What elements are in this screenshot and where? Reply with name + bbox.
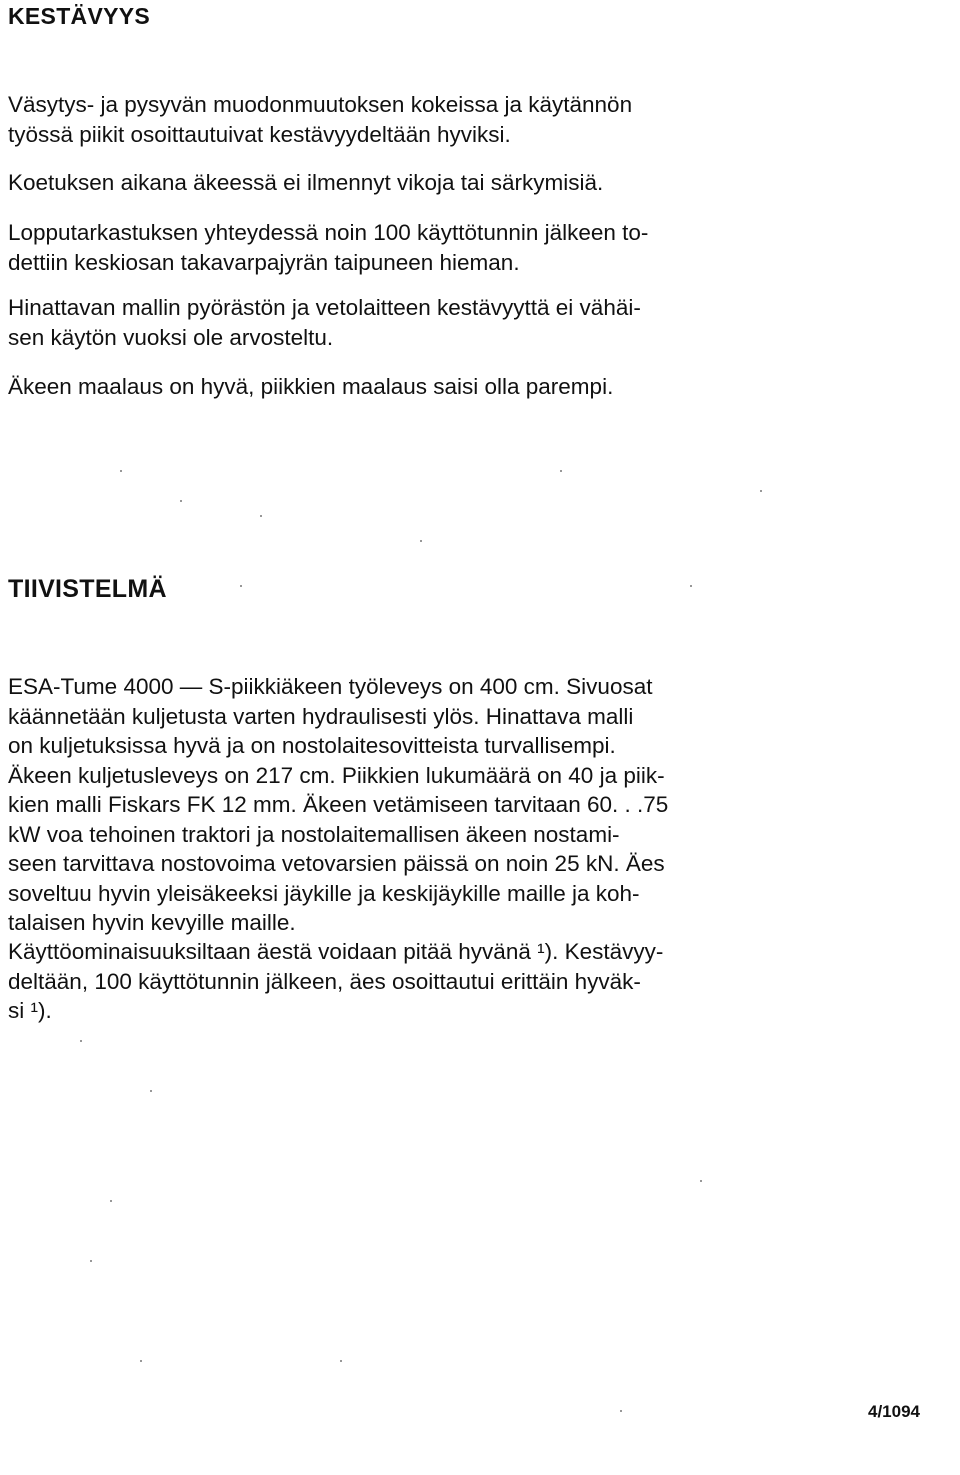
text-line: dettiin keskiosan takavarpajyrän taipuneen hieman. — [8, 250, 520, 275]
text-line: Äkeen maalaus on hyvä, piikkien maalaus saisi olla parempi. — [8, 374, 614, 399]
durability-paragraph-4 — [8, 293, 808, 353]
text-line: Koetuksen aikana äkeessä ei ilmennyt vikoja tai särkymisiä. — [8, 170, 604, 195]
text-line: on kuljetuksissa hyvä ja on nostolaitesovitteista turvallisempi. — [8, 733, 616, 758]
text-line: deltään, 100 käyttötunnin jälkeen, äes osoittautui erittäin hyväk- — [8, 968, 641, 994]
text-line: työssä piikit osoittautuivat kestävyydeltään hyviksi. — [8, 122, 511, 147]
text-line: si ¹). — [8, 998, 52, 1023]
section-heading-summary: TIIVISTELMÄ — [8, 575, 167, 603]
durability-paragraph-3 — [8, 218, 808, 278]
text-line: Käyttöominaisuuksiltaan äestä voidaan pitää hyvänä ¹). Kestävyy- — [8, 939, 664, 964]
text-line: Hinattavan mallin pyörästön ja vetolaitteen kestävyyttä ei vähäi- — [8, 295, 641, 320]
summary-paragraph-2 — [8, 937, 808, 1026]
text-line: Väsytys- ja pysyvän muodonmuutoksen kokeissa ja käytännön — [8, 92, 633, 117]
text-line: käännetään kuljetusta varten hydraulisesti ylös. Hinattava malli — [8, 703, 634, 729]
section-heading-durability: KESTÄVYYS — [8, 3, 151, 29]
text-line: seen tarvittava nostovoima vetovarsien päissä on noin 25 kN. Äes — [8, 851, 665, 876]
text-line: sen käytön vuoksi ole arvosteltu. — [8, 325, 334, 350]
text-line: Lopputarkastuksen yhteydessä noin 100 käyttötunnin jälkeen to- — [8, 220, 649, 245]
text-line: kW voa tehoinen traktori ja nostolaitemallisen äkeen nostami- — [8, 821, 620, 847]
text-line: kien malli Fiskars FK 12 mm. Äkeen vetämiseen tarvitaan 60. . .75 — [8, 792, 669, 817]
durability-paragraph-1 — [8, 90, 808, 150]
durability-paragraph-5 — [8, 372, 808, 402]
durability-paragraph-2 — [8, 168, 808, 198]
text-line: ESA-Tume 4000 — S-piikkiäkeen työleveys on 400 cm. Sivuosat — [8, 674, 653, 699]
text-line: talaisen hyvin kevyille maille. — [8, 910, 296, 935]
page-number: 4/1094 — [868, 1402, 920, 1421]
text-line: soveltuu hyvin yleisäkeeksi jäykille ja keskijäykille maille ja koh- — [8, 880, 640, 906]
text-line: Äkeen kuljetusleveys on 217 cm. Piikkien lukumäärä on 40 ja piik- — [8, 762, 665, 788]
summary-paragraph-1 — [8, 672, 808, 938]
